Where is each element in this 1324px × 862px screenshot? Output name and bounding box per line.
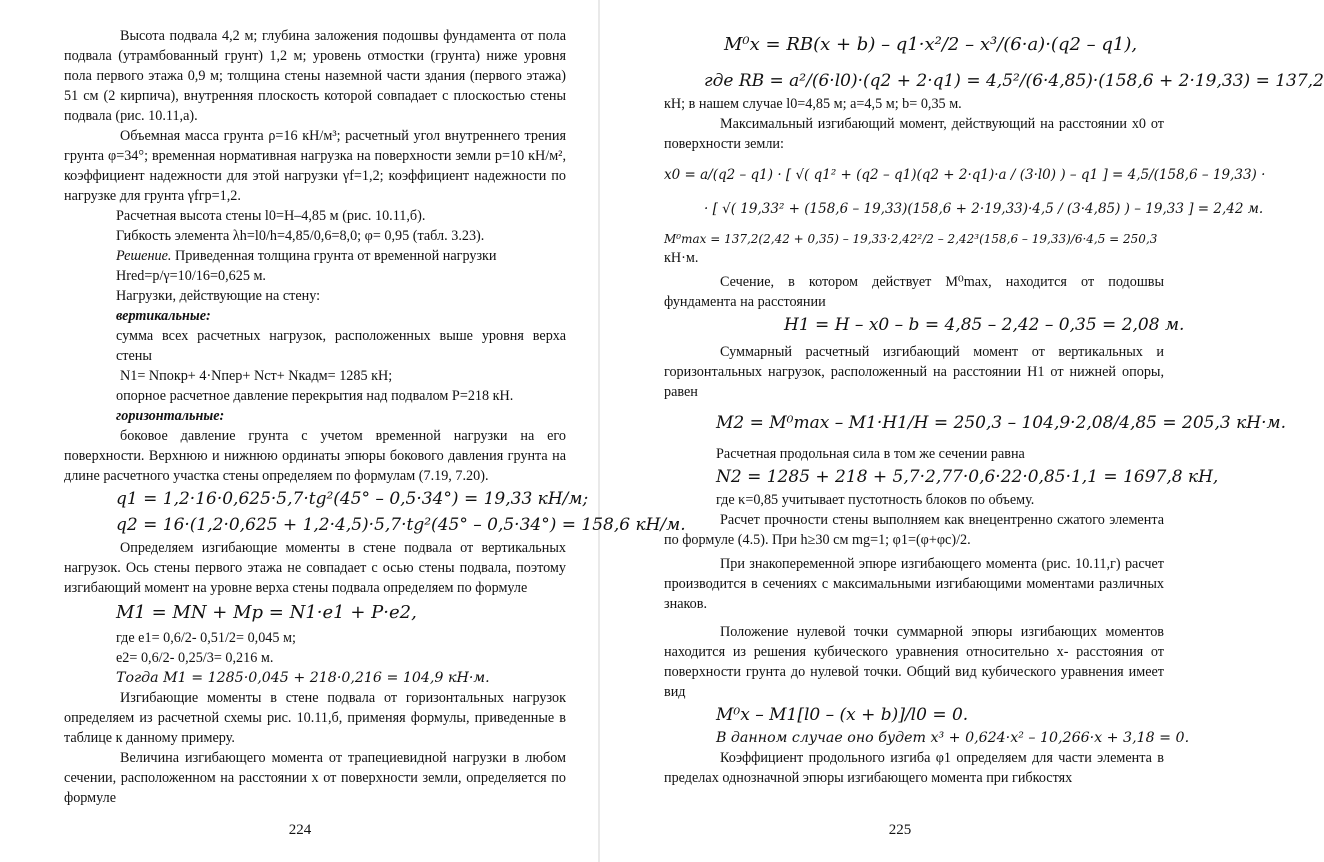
paragraph-max-moment: Максимальный изгибающий момент, действующий на расстоянии x0 от поверхности земли: [664, 116, 1164, 152]
line-kappa: где κ=0,85 учитывает пустотность блоков по объему. [716, 492, 1035, 508]
formula-rb: где RB = a²/(6·l0)·(q2 + 2·q1) = 4,5²/(6·4,85)·(158,6 + 2·19,33) = 137,2 [704, 71, 1324, 91]
page-number-left: 224 [288, 822, 312, 838]
paragraph-alternating: При знакопеременной эпюре изгибающего момента (рис. 10.11,г) расчет производится в сечениях с максимальными изгибающими моментами различных знаков. [664, 556, 1164, 612]
label-vertical: вертикальные: [116, 308, 211, 324]
formula-m2: M2 = M⁰max – M1·H1/H = 250,3 – 104,9·2,08/4,85 = 205,3 кН·м. [716, 413, 1286, 433]
line-design-height: Расчетная высота стены l0=H–4,85 м (рис. 10.11,б). [116, 208, 426, 224]
paragraph-buckling-coef: Коэффициент продольного изгиба φ1 определяем для части элемента в пределах однозначной эпюры изгибающего момента при гибкостях [664, 750, 1164, 786]
page-number-right: 225 [888, 822, 912, 838]
paragraph-solution [64, 246, 566, 266]
formula-mx: M⁰x = RB(x + b) – q1·x²/2 – x³/(6·a)·(q2 – q1), [724, 34, 1138, 55]
formula-cubic-general: M⁰x – M1[l0 – (x + b)]/l0 = 0. [716, 705, 969, 725]
paragraph-soil-properties: Объемная масса грунта ρ=16 кН/м³; расчетный угол внутреннего трения грунта φ=34°; временная нормативная нагрузка на поверхности земли p=10 кН/м², коэффициент надежности для этой нагрузки γf=1,2; коэффициент надежности по нагрузке для грунта γfгр=1,2. [64, 128, 566, 204]
paragraph-sum-loads: сумма всех расчетных нагрузок, расположенных выше уровня верха стены [116, 328, 566, 364]
solution-label: Решение. [116, 248, 172, 264]
paragraph-section: Сечение, в котором действует M⁰max, находится от подошвы фундамента на расстоянии [664, 274, 1164, 310]
line-slenderness: Гибкость элемента λh=l0/h=4,85/0,6=8,0; φ= 0,95 (табл. 3.23). [116, 228, 485, 244]
formula-q1: q1 = 1,2·16·0,625·5,7·tg²(45° – 0,5·34°) = 19,33 кН/м; [116, 489, 589, 509]
right-page [600, 0, 1324, 862]
paragraph-strength-calc: Расчет прочности стены выполняем как внецентренно сжатого элемента по формуле (4.5). При h≥30 см mg=1; φ1=(φ+φc)/2. [664, 512, 1164, 548]
line-support-pressure: опорное расчетное давление перекрытия над подвалом P=218 кН. [116, 388, 514, 404]
paragraph-total-moment: Суммарный расчетный изгибающий момент от вертикальных и горизонтальных нагрузок, расположенный на расстоянии H1 от нижней опоры, равен [664, 344, 1164, 400]
line-loads-heading: Нагрузки, действующие на стену: [116, 288, 321, 304]
paragraph-trapezoid-moment: Величина изгибающего момента от трапециевидной нагрузки в любом сечении, расположенном на расстоянии x от поверхности земли, определяется по формуле [64, 750, 566, 806]
formula-x0: x0 = a/(q2 – q1) · [ √( q1² + (q2 – q1)(q2 + 2·q1)·a / (3·l0) ) – q1 ] = 4,5/(158,6 – 19,33) · [664, 167, 1266, 183]
formula-m0max: M⁰max = 137,2(2,42 + 0,35) – 19,33·2,42²/2 – 2,42³(158,6 – 19,33)/6·4,5 = 250,3 [664, 232, 1158, 246]
formula-m1: M1 = MN + Mp = N1·e1 + P·e2, [116, 602, 417, 623]
solution-text: Приведенная толщина грунта от временной нагрузки [171, 248, 497, 264]
formula-h1: H1 = H – x0 – b = 4,85 – 2,42 – 0,35 = 2,08 м. [784, 315, 1185, 335]
line-n1: N1= Nпокр+ 4·Nпер+ Nст+ Nкадм= 1285 кН; [120, 368, 393, 384]
formula-n2: N2 = 1285 + 218 + 5,7·2,77·0,6·22·0,85·1,1 = 1697,8 кН, [716, 467, 1219, 487]
paragraph-lateral-pressure: боковое давление грунта с учетом временной нагрузки на его поверхности. Верхнюю и нижнюю ординаты эпюры бокового давления грунта на длине расчетного участка стены определяем по формулам (7.19, 7.20). [64, 428, 566, 484]
line-axial-force: Расчетная продольная сила в том же сечении равна [716, 446, 1025, 462]
line-reduced-thickness: Hred=p/γ=10/16=0,625 м. [116, 268, 266, 284]
formula-cubic-specific: В данном случае оно будет x³ + 0,624·x² – 10,266·x + 3,18 = 0. [716, 730, 1190, 746]
label-horizontal: горизонтальные: [116, 408, 225, 424]
paragraph-zero-point: Положение нулевой точки суммарной эпюры изгибающих моментов находится из решения кубического уравнения относительно x- расстояния от поверхности грунта до нулевой точки. Общий вид кубического уравнения имеет вид [664, 624, 1164, 700]
line-e1: где e1= 0,6/2- 0,51/2= 0,045 м; [116, 630, 296, 646]
line-unit-knm: кН·м. [664, 250, 699, 266]
paragraph-bending-horizontal: Изгибающие моменты в стене подвала от горизонтальных нагрузок определяем из расчетной схемы рис. 10.11,б, применяя формулы, приведенные в таблице к данному примеру. [64, 690, 566, 746]
formula-m1-value: Тогда M1 = 1285·0,045 + 218·0,216 = 104,9 кН·м. [116, 670, 490, 686]
formula-x0-value: · [ √( 19,33² + (158,6 – 19,33)(158,6 + 2·19,33)·4,5 / (3·4,85) ) – 19,33 ] = 2,42 м. [704, 201, 1264, 217]
formula-q2: q2 = 16·(1,2·0,625 + 1,2·4,5)·5,7·tg²(45° – 0,5·34°) = 158,6 кН/м. [116, 515, 686, 535]
line-e2: e2= 0,6/2- 0,25/3= 0,216 м. [116, 650, 274, 666]
line-parameters: кН; в нашем случае l0=4,85 м; a=4,5 м; b= 0,35 м. [664, 96, 962, 112]
paragraph-basement-height: Высота подвала 4,2 м; глубина заложения подошвы фундамента от пола подвала (утрамбованный грунт) 1,2 м; уровень отмостки (грунта) ниже уровня пола первого этажа 0,9 м; толщина стены наземной части здания (первого этажа) 51 см (2 кирпича), внутренняя плоскость которой совпадает с плоскостью стены подвала (рис. 10.11,а). [64, 28, 566, 124]
paragraph-bending-vertical: Определяем изгибающие моменты в стене подвала от вертикальных нагрузок. Ось стены первого этажа не совпадает с осью стены подвала, поэтому изгибающий момент на уровне верха стены подвала определяем по формуле [64, 540, 566, 596]
